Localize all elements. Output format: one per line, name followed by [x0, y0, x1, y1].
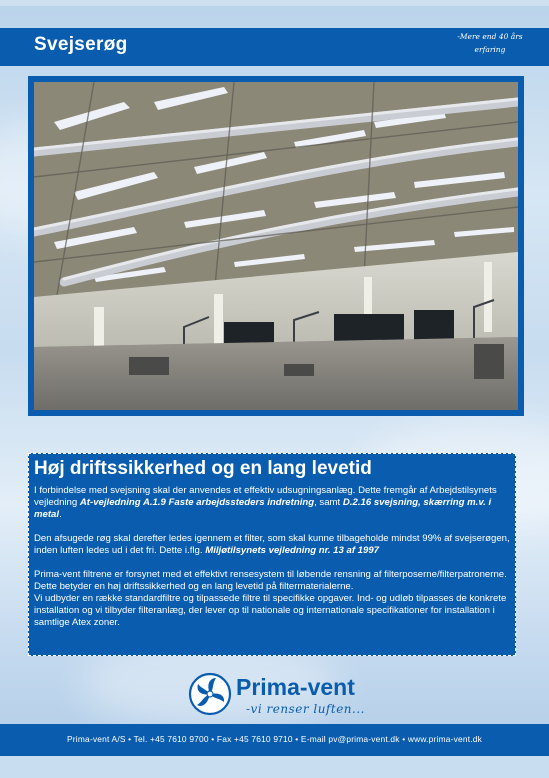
- page-title: Svejserøg: [34, 34, 128, 55]
- paragraph-filtering-text: Den afsugede røg skal derefter ledes igennem et filter, som skal kunne tilbageholde mindst 99% af svejserøgen, inden luften ledes ud i det fri. Dette i.flg.: [34, 533, 510, 556]
- top-strip: [0, 0, 549, 6]
- bottom-strip: [0, 756, 549, 778]
- regulation-reference-1: At-vejledning A.1.9 Faste arbejdssteders indretning: [79, 497, 315, 508]
- regulation-reference-2: D.2.16 svejsning, skærring m.v. i metal: [34, 497, 492, 520]
- company-name: Prima-vent: [236, 674, 355, 700]
- section-heading: Høj driftssikkerhed og en lang levetid: [34, 458, 372, 479]
- company-slogan: -vi renser luften...: [246, 702, 365, 716]
- hall-photo-frame: [28, 76, 524, 416]
- tagline: [445, 30, 535, 56]
- company-logo: [188, 672, 388, 722]
- paragraph-cleaning-system: Prima-vent filtrene er forsynet med et effektivt rensesystem til løbende rensning af filterposerne/filterpatronerne. Dette betyder en høj driftssikkerhed og en lang levetid på filtermaterialerne.: [34, 569, 507, 592]
- paragraph-regulations-text-1: I forbindelse med svejsning skal der anvendes et effektiv udsugningsanlæg. Dette fremgår af Arbejdstilsynets vejledning: [34, 485, 497, 508]
- welding-hall-photo: [34, 82, 518, 410]
- paragraph-filter-offer: Vi udbyder en række standardfiltre og tilpassede filtre til specifikke opgaver. Ind- og udløb tilpasses de konkrete installation og vi tilbyder filteranlæg, der lever op til nationale og internationale specifikationer for installation i samtlige Atex zoner.: [34, 593, 507, 628]
- paragraph-filtering: [34, 533, 510, 557]
- environmental-guideline-reference: Miljøtilsynets vejledning nr. 13 af 1997: [205, 545, 380, 556]
- paragraph-regulations-text-2: , samt: [314, 497, 343, 508]
- paragraph-regulations-text-3: .: [59, 509, 62, 520]
- title-bar: [0, 28, 549, 66]
- info-panel: [28, 453, 516, 656]
- fan-logo-icon: [188, 672, 232, 716]
- tagline-line-2: erfaring: [474, 45, 506, 54]
- tagline-line-1: -Mere end 40 års: [457, 32, 523, 41]
- paragraph-regulations: [34, 485, 510, 521]
- footer-contact-info: Prima-vent A/S • Tel. +45 7610 9700 • Fax +45 7610 9710 • E-mail pv@prima-vent.dk • www.prima-vent.dk: [66, 734, 482, 744]
- footer-bar: [0, 724, 549, 756]
